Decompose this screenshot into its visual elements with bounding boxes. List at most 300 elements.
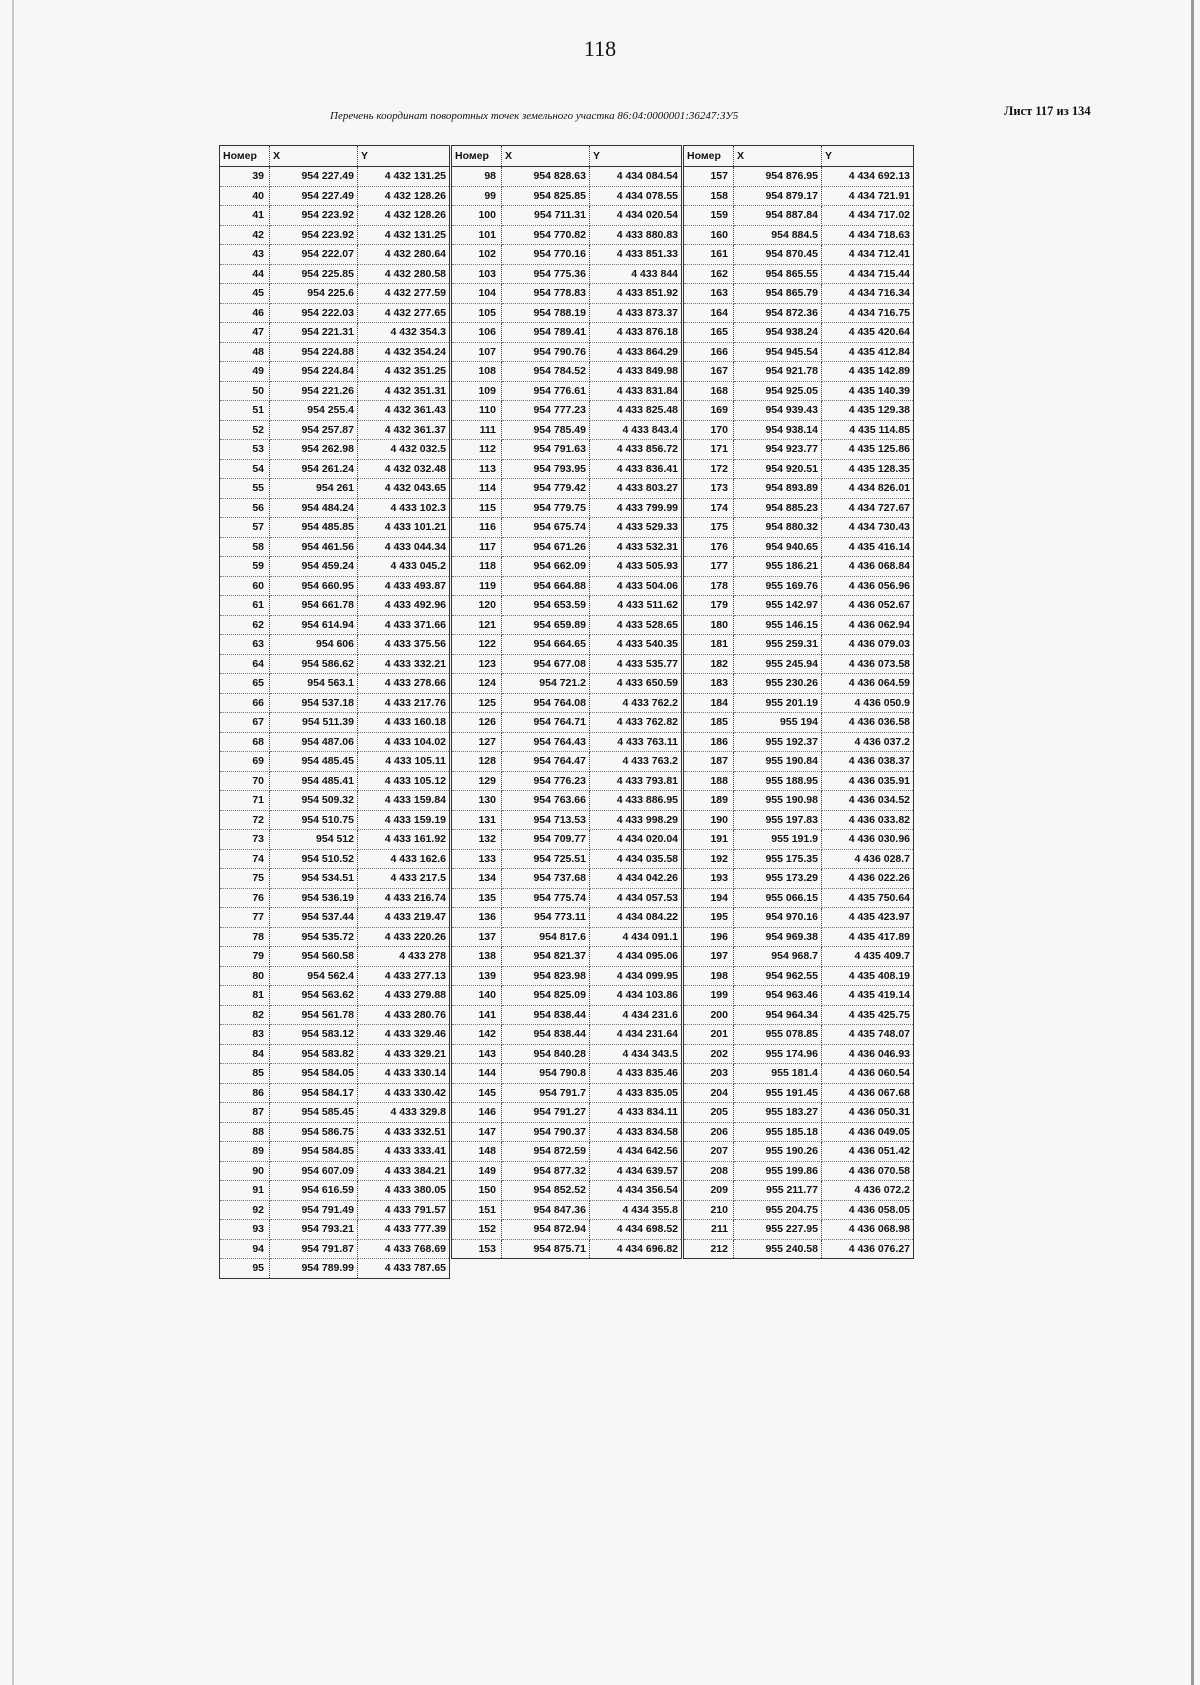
point-number-cell: 189	[684, 791, 734, 811]
y-coordinate-cell: 4 436 028.7	[822, 849, 914, 869]
point-number-cell: 149	[452, 1161, 502, 1181]
table-row	[452, 1181, 682, 1201]
x-coordinate-cell: 955 066.15	[734, 888, 822, 908]
y-coordinate-cell: 4 436 068.98	[822, 1220, 914, 1240]
point-number-cell: 52	[220, 420, 270, 440]
x-coordinate-cell: 954 870.45	[734, 245, 822, 265]
point-number-cell: 120	[452, 596, 502, 616]
y-coordinate-cell: 4 433 278	[358, 947, 450, 967]
point-number-cell: 135	[452, 888, 502, 908]
y-coordinate-cell: 4 434 231.64	[590, 1025, 682, 1045]
x-coordinate-cell: 954 969.38	[734, 927, 822, 947]
y-coordinate-cell: 4 433 834.58	[590, 1122, 682, 1142]
point-number-cell: 121	[452, 615, 502, 635]
point-number-cell: 165	[684, 323, 734, 343]
x-coordinate-cell: 954 484.24	[270, 498, 358, 518]
x-coordinate-cell: 954 821.37	[502, 947, 590, 967]
y-coordinate-cell: 4 433 528.65	[590, 615, 682, 635]
table-row	[220, 479, 450, 499]
point-number-cell: 176	[684, 537, 734, 557]
point-number-cell: 179	[684, 596, 734, 616]
table-row	[684, 1220, 914, 1240]
table-row	[684, 557, 914, 577]
x-coordinate-cell: 954 584.85	[270, 1142, 358, 1162]
table-row	[452, 752, 682, 772]
header-y: Y	[358, 146, 450, 167]
point-number-cell: 49	[220, 362, 270, 382]
point-number-cell: 46	[220, 303, 270, 323]
y-coordinate-cell: 4 434 696.82	[590, 1239, 682, 1259]
table-row	[220, 225, 450, 245]
y-coordinate-cell: 4 435 423.97	[822, 908, 914, 928]
x-coordinate-cell: 954 512	[270, 830, 358, 850]
table-row	[684, 459, 914, 479]
x-coordinate-cell: 954 778.83	[502, 284, 590, 304]
table-row	[220, 557, 450, 577]
y-coordinate-cell: 4 433 849.98	[590, 362, 682, 382]
point-number-cell: 206	[684, 1122, 734, 1142]
x-coordinate-cell: 955 201.19	[734, 693, 822, 713]
y-coordinate-cell: 4 432 361.37	[358, 420, 450, 440]
table-row	[684, 342, 914, 362]
x-coordinate-cell: 954 828.63	[502, 167, 590, 187]
scan-edge-left	[12, 0, 14, 1685]
x-coordinate-cell: 954 770.16	[502, 245, 590, 265]
table-row	[220, 635, 450, 655]
y-coordinate-cell: 4 436 035.91	[822, 771, 914, 791]
x-coordinate-cell: 954 865.79	[734, 284, 822, 304]
table-row	[684, 927, 914, 947]
table-row	[220, 1220, 450, 1240]
table-row	[220, 1044, 450, 1064]
table-row	[220, 518, 450, 538]
point-number-cell: 70	[220, 771, 270, 791]
x-coordinate-cell: 954 560.58	[270, 947, 358, 967]
y-coordinate-cell: 4 432 043.65	[358, 479, 450, 499]
y-coordinate-cell: 4 433 220.26	[358, 927, 450, 947]
y-coordinate-cell: 4 433 330.14	[358, 1064, 450, 1084]
x-coordinate-cell: 954 675.74	[502, 518, 590, 538]
y-coordinate-cell: 4 434 712.41	[822, 245, 914, 265]
y-coordinate-cell: 4 436 033.82	[822, 810, 914, 830]
point-number-cell: 142	[452, 1025, 502, 1045]
point-number-cell: 186	[684, 732, 734, 752]
x-coordinate-cell: 954 661.78	[270, 596, 358, 616]
point-number-cell: 64	[220, 654, 270, 674]
table-row	[684, 245, 914, 265]
x-coordinate-cell: 954 970.16	[734, 908, 822, 928]
point-number-cell: 115	[452, 498, 502, 518]
x-coordinate-cell: 954 227.49	[270, 186, 358, 206]
y-coordinate-cell: 4 432 032.5	[358, 440, 450, 460]
y-coordinate-cell: 4 433 825.48	[590, 401, 682, 421]
x-coordinate-cell: 955 078.85	[734, 1025, 822, 1045]
table-row	[452, 576, 682, 596]
point-number-cell: 132	[452, 830, 502, 850]
point-number-cell: 50	[220, 381, 270, 401]
x-coordinate-cell: 954 945.54	[734, 342, 822, 362]
y-coordinate-cell: 4 436 079.03	[822, 635, 914, 655]
point-number-cell: 87	[220, 1103, 270, 1123]
table-row	[220, 167, 450, 187]
table-row	[220, 420, 450, 440]
y-coordinate-cell: 4 433 161.92	[358, 830, 450, 850]
x-coordinate-cell: 954 534.51	[270, 869, 358, 889]
y-coordinate-cell: 4 434 715.44	[822, 264, 914, 284]
y-coordinate-cell: 4 433 329.46	[358, 1025, 450, 1045]
x-coordinate-cell: 954 788.19	[502, 303, 590, 323]
table-row	[452, 1025, 682, 1045]
point-number-cell: 90	[220, 1161, 270, 1181]
x-coordinate-cell: 954 485.41	[270, 771, 358, 791]
point-number-cell: 123	[452, 654, 502, 674]
table-row	[220, 654, 450, 674]
table-row	[220, 1083, 450, 1103]
table-row	[220, 1103, 450, 1123]
table-row	[220, 752, 450, 772]
table-row	[452, 1142, 682, 1162]
y-coordinate-cell: 4 434 826.01	[822, 479, 914, 499]
point-number-cell: 102	[452, 245, 502, 265]
point-number-cell: 113	[452, 459, 502, 479]
x-coordinate-cell: 954 537.18	[270, 693, 358, 713]
table-row	[452, 284, 682, 304]
point-number-cell: 166	[684, 342, 734, 362]
table-row	[220, 1161, 450, 1181]
point-number-cell: 72	[220, 810, 270, 830]
x-coordinate-cell: 955 190.84	[734, 752, 822, 772]
table-row	[452, 830, 682, 850]
y-coordinate-cell: 4 435 140.39	[822, 381, 914, 401]
table-row	[452, 557, 682, 577]
table-row	[452, 381, 682, 401]
y-coordinate-cell: 4 433 876.18	[590, 323, 682, 343]
table-row	[684, 1181, 914, 1201]
y-coordinate-cell: 4 434 084.54	[590, 167, 682, 187]
y-coordinate-cell: 4 436 056.96	[822, 576, 914, 596]
y-coordinate-cell: 4 433 886.95	[590, 791, 682, 811]
x-coordinate-cell: 954 709.77	[502, 830, 590, 850]
point-number-cell: 65	[220, 674, 270, 694]
point-number-cell: 76	[220, 888, 270, 908]
point-number-cell: 127	[452, 732, 502, 752]
table-row	[452, 362, 682, 382]
y-coordinate-cell: 4 433 045.2	[358, 557, 450, 577]
table-row	[220, 810, 450, 830]
y-coordinate-cell: 4 433 505.93	[590, 557, 682, 577]
y-coordinate-cell: 4 433 332.51	[358, 1122, 450, 1142]
table-row	[452, 1161, 682, 1181]
y-coordinate-cell: 4 434 099.95	[590, 966, 682, 986]
y-coordinate-cell: 4 433 162.6	[358, 849, 450, 869]
point-number-cell: 164	[684, 303, 734, 323]
table-row	[220, 537, 450, 557]
table-row	[452, 732, 682, 752]
point-number-cell: 134	[452, 869, 502, 889]
y-coordinate-cell: 4 433 044.34	[358, 537, 450, 557]
y-coordinate-cell: 4 433 529.33	[590, 518, 682, 538]
table-row	[684, 1103, 914, 1123]
x-coordinate-cell: 954 872.59	[502, 1142, 590, 1162]
point-number-cell: 192	[684, 849, 734, 869]
table-row	[684, 1239, 914, 1259]
y-coordinate-cell: 4 434 698.52	[590, 1220, 682, 1240]
y-coordinate-cell: 4 433 329.8	[358, 1103, 450, 1123]
table-row	[220, 966, 450, 986]
x-coordinate-cell: 955 181.4	[734, 1064, 822, 1084]
point-number-cell: 44	[220, 264, 270, 284]
table-row	[452, 966, 682, 986]
x-coordinate-cell: 954 653.59	[502, 596, 590, 616]
header-y: Y	[590, 146, 682, 167]
y-coordinate-cell: 4 434 356.54	[590, 1181, 682, 1201]
table-row	[684, 186, 914, 206]
x-coordinate-cell: 954 225.6	[270, 284, 358, 304]
table-row	[452, 245, 682, 265]
header-y: Y	[822, 146, 914, 167]
y-coordinate-cell: 4 433 219.47	[358, 908, 450, 928]
y-coordinate-cell: 4 434 721.91	[822, 186, 914, 206]
point-number-cell: 141	[452, 1005, 502, 1025]
y-coordinate-cell: 4 434 095.06	[590, 947, 682, 967]
y-coordinate-cell: 4 433 835.05	[590, 1083, 682, 1103]
table-row	[684, 830, 914, 850]
x-coordinate-cell: 954 563.1	[270, 674, 358, 694]
table-row	[452, 693, 682, 713]
table-row	[220, 674, 450, 694]
table-row	[220, 401, 450, 421]
x-coordinate-cell: 954 537.44	[270, 908, 358, 928]
point-number-cell: 205	[684, 1103, 734, 1123]
x-coordinate-cell: 954 962.55	[734, 966, 822, 986]
x-coordinate-cell: 954 840.28	[502, 1044, 590, 1064]
y-coordinate-cell: 4 435 128.35	[822, 459, 914, 479]
y-coordinate-cell: 4 435 425.75	[822, 1005, 914, 1025]
point-number-cell: 174	[684, 498, 734, 518]
point-number-cell: 146	[452, 1103, 502, 1123]
y-coordinate-cell: 4 436 052.67	[822, 596, 914, 616]
table-row	[452, 810, 682, 830]
y-coordinate-cell: 4 435 409.7	[822, 947, 914, 967]
table-row	[452, 401, 682, 421]
table-row	[220, 908, 450, 928]
y-coordinate-cell: 4 433 493.87	[358, 576, 450, 596]
x-coordinate-cell: 954 227.49	[270, 167, 358, 187]
coordinates-table-3	[683, 145, 914, 1259]
point-number-cell: 182	[684, 654, 734, 674]
x-coordinate-cell: 955 188.95	[734, 771, 822, 791]
point-number-cell: 55	[220, 479, 270, 499]
x-coordinate-cell: 954 865.55	[734, 264, 822, 284]
table-row	[684, 1200, 914, 1220]
table-row	[452, 927, 682, 947]
table-row	[684, 1025, 914, 1045]
point-number-cell: 75	[220, 869, 270, 889]
point-number-cell: 95	[220, 1259, 270, 1279]
x-coordinate-cell: 954 583.82	[270, 1044, 358, 1064]
point-number-cell: 78	[220, 927, 270, 947]
x-coordinate-cell: 955 183.27	[734, 1103, 822, 1123]
x-coordinate-cell: 954 791.87	[270, 1239, 358, 1259]
x-coordinate-cell: 954 261	[270, 479, 358, 499]
point-number-cell: 41	[220, 206, 270, 226]
x-coordinate-cell: 954 817.6	[502, 927, 590, 947]
y-coordinate-cell: 4 433 375.56	[358, 635, 450, 655]
table-row	[684, 635, 914, 655]
table-row	[452, 479, 682, 499]
point-number-cell: 202	[684, 1044, 734, 1064]
point-number-cell: 160	[684, 225, 734, 245]
x-coordinate-cell: 954 823.98	[502, 966, 590, 986]
table-row	[684, 303, 914, 323]
x-coordinate-cell: 954 257.87	[270, 420, 358, 440]
table-row	[220, 596, 450, 616]
point-number-cell: 211	[684, 1220, 734, 1240]
point-number-cell: 162	[684, 264, 734, 284]
table-row	[220, 888, 450, 908]
point-number-cell: 118	[452, 557, 502, 577]
point-number-cell: 138	[452, 947, 502, 967]
x-coordinate-cell: 955 173.29	[734, 869, 822, 889]
point-number-cell: 210	[684, 1200, 734, 1220]
table-row	[452, 518, 682, 538]
y-coordinate-cell: 4 436 067.68	[822, 1083, 914, 1103]
y-coordinate-cell: 4 433 843.4	[590, 420, 682, 440]
coordinates-table-2	[451, 145, 682, 1259]
point-number-cell: 185	[684, 713, 734, 733]
x-coordinate-cell: 955 259.31	[734, 635, 822, 655]
point-number-cell: 94	[220, 1239, 270, 1259]
table-row	[452, 1083, 682, 1103]
table-row	[684, 888, 914, 908]
point-number-cell: 110	[452, 401, 502, 421]
y-coordinate-cell: 4 432 032.48	[358, 459, 450, 479]
y-coordinate-cell: 4 433 791.57	[358, 1200, 450, 1220]
table-row	[220, 381, 450, 401]
header-x: X	[734, 146, 822, 167]
table-row	[220, 693, 450, 713]
point-number-cell: 77	[220, 908, 270, 928]
table-row	[684, 596, 914, 616]
x-coordinate-cell: 954 561.78	[270, 1005, 358, 1025]
point-number-cell: 114	[452, 479, 502, 499]
y-coordinate-cell: 4 433 279.88	[358, 986, 450, 1006]
x-coordinate-cell: 954 225.85	[270, 264, 358, 284]
x-coordinate-cell: 954 876.95	[734, 167, 822, 187]
x-coordinate-cell: 955 245.94	[734, 654, 822, 674]
y-coordinate-cell: 4 434 639.57	[590, 1161, 682, 1181]
y-coordinate-cell: 4 432 361.43	[358, 401, 450, 421]
table-row	[220, 498, 450, 518]
point-number-cell: 201	[684, 1025, 734, 1045]
x-coordinate-cell: 954 535.72	[270, 927, 358, 947]
x-coordinate-cell: 954 662.09	[502, 557, 590, 577]
x-coordinate-cell: 955 197.83	[734, 810, 822, 830]
point-number-cell: 167	[684, 362, 734, 382]
y-coordinate-cell: 4 434 730.43	[822, 518, 914, 538]
point-number-cell: 187	[684, 752, 734, 772]
x-coordinate-cell: 954 677.08	[502, 654, 590, 674]
table-row	[452, 674, 682, 694]
x-coordinate-cell: 954 939.43	[734, 401, 822, 421]
point-number-cell: 122	[452, 635, 502, 655]
table-row	[220, 732, 450, 752]
table-row	[684, 869, 914, 889]
y-coordinate-cell: 4 433 856.72	[590, 440, 682, 460]
y-coordinate-cell: 4 432 277.65	[358, 303, 450, 323]
table-row	[220, 245, 450, 265]
point-number-cell: 125	[452, 693, 502, 713]
x-coordinate-cell: 954 847.36	[502, 1200, 590, 1220]
table-row	[452, 1239, 682, 1259]
y-coordinate-cell: 4 433 793.81	[590, 771, 682, 791]
x-coordinate-cell: 954 764.71	[502, 713, 590, 733]
point-number-cell: 45	[220, 284, 270, 304]
y-coordinate-cell: 4 436 051.42	[822, 1142, 914, 1162]
y-coordinate-cell: 4 436 037.2	[822, 732, 914, 752]
table-row	[684, 381, 914, 401]
table-row	[220, 849, 450, 869]
table-row	[684, 225, 914, 245]
table-row	[452, 1103, 682, 1123]
x-coordinate-cell: 954 586.75	[270, 1122, 358, 1142]
point-number-cell: 195	[684, 908, 734, 928]
table-row	[220, 284, 450, 304]
point-number-cell: 66	[220, 693, 270, 713]
table-row	[220, 830, 450, 850]
y-coordinate-cell: 4 434 718.63	[822, 225, 914, 245]
point-number-cell: 188	[684, 771, 734, 791]
table-row	[452, 635, 682, 655]
x-coordinate-cell: 954 838.44	[502, 1025, 590, 1045]
table-row	[452, 459, 682, 479]
y-coordinate-cell: 4 435 750.64	[822, 888, 914, 908]
y-coordinate-cell: 4 433 159.19	[358, 810, 450, 830]
point-number-cell: 53	[220, 440, 270, 460]
point-number-cell: 157	[684, 167, 734, 187]
y-coordinate-cell: 4 436 022.26	[822, 869, 914, 889]
table-row	[684, 1064, 914, 1084]
x-coordinate-cell: 954 763.66	[502, 791, 590, 811]
y-coordinate-cell: 4 432 131.25	[358, 225, 450, 245]
table-row	[220, 342, 450, 362]
y-coordinate-cell: 4 435 416.14	[822, 537, 914, 557]
y-coordinate-cell: 4 435 125.86	[822, 440, 914, 460]
point-number-cell: 168	[684, 381, 734, 401]
point-number-cell: 81	[220, 986, 270, 1006]
header-x: X	[502, 146, 590, 167]
point-number-cell: 170	[684, 420, 734, 440]
table-row	[452, 791, 682, 811]
point-number-cell: 63	[220, 635, 270, 655]
y-coordinate-cell: 4 433 278.66	[358, 674, 450, 694]
y-coordinate-cell: 4 433 835.46	[590, 1064, 682, 1084]
y-coordinate-cell: 4 433 880.83	[590, 225, 682, 245]
y-coordinate-cell: 4 433 104.02	[358, 732, 450, 752]
x-coordinate-cell: 954 764.08	[502, 693, 590, 713]
y-coordinate-cell: 4 433 768.69	[358, 1239, 450, 1259]
table-row	[220, 713, 450, 733]
table-header-row	[220, 146, 450, 167]
table-row	[452, 264, 682, 284]
table-row	[220, 576, 450, 596]
point-number-cell: 196	[684, 927, 734, 947]
table-row	[452, 947, 682, 967]
table-row	[684, 1122, 914, 1142]
point-number-cell: 117	[452, 537, 502, 557]
table-row	[452, 713, 682, 733]
y-coordinate-cell: 4 436 072.2	[822, 1181, 914, 1201]
